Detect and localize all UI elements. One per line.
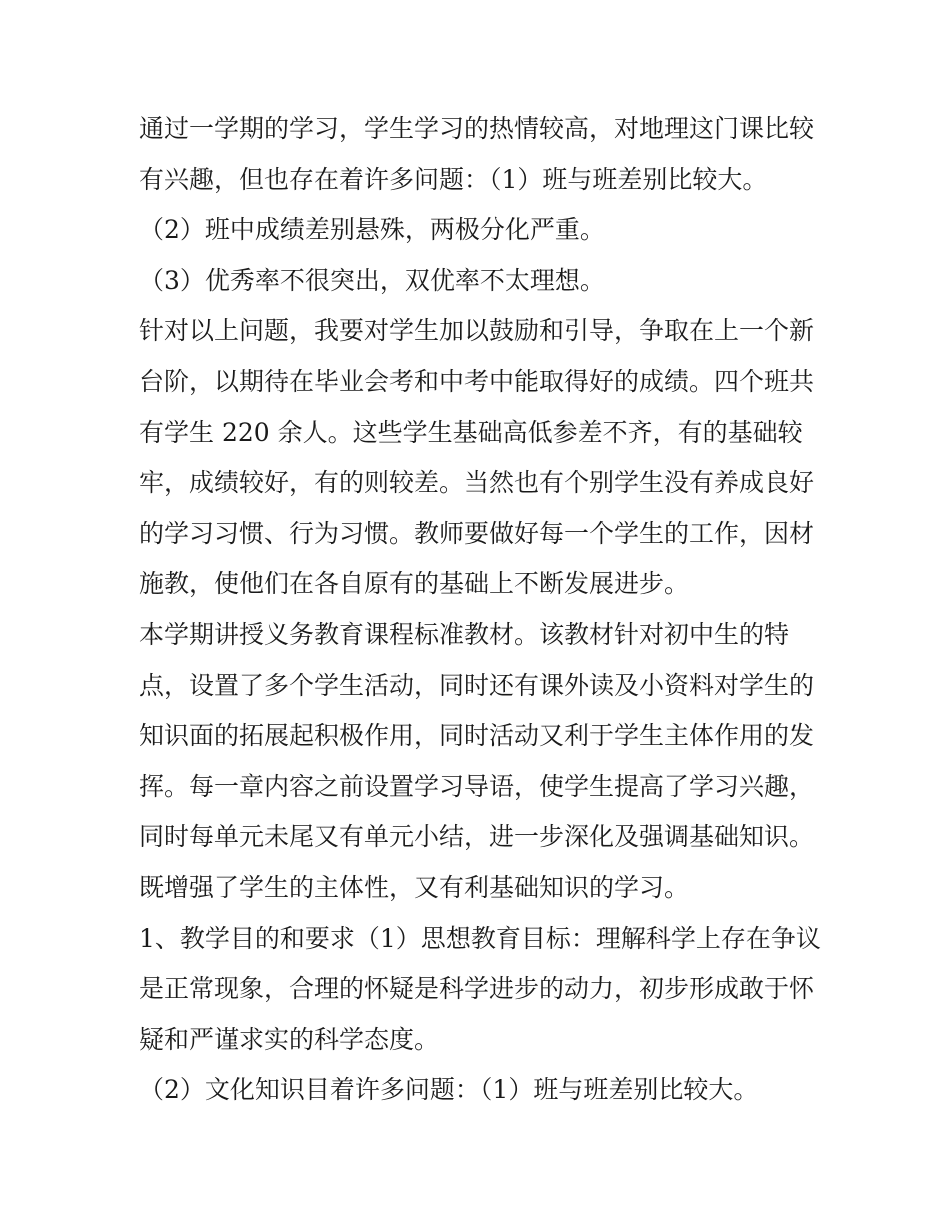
text-line-1: 通过一学期的学习，学生学习的热情较高，对地理这门课比较 xyxy=(139,114,815,143)
text-line-14: 挥。每一章内容之前设置学习导语，使学生提高了学习兴趣， xyxy=(139,771,815,801)
text-line-17: 1、教学目的和要求（1）思想教育目标：理解科学上存在争议 xyxy=(139,923,821,953)
text-line-10: 施教，使他们在各自原有的基础上不断发展进步。 xyxy=(139,569,690,599)
text-line-6: 台阶，以期待在毕业会考和中考中能取得好的成绩。四个班共 xyxy=(139,366,815,396)
text-line-3: （2）班中成绩差别悬殊，两极分化严重。 xyxy=(139,215,605,245)
text-line-16: 既增强了学生的主体性，又有利基础知识的学习。 xyxy=(139,872,690,902)
text-line-19: 疑和严谨求实的科学态度。 xyxy=(139,1024,440,1054)
text-line-4: （3）优秀率不很突出，双优率不太理想。 xyxy=(139,265,605,295)
document-body xyxy=(139,104,819,1116)
text-line-18: 是正常现象，合理的怀疑是科学进步的动力，初步形成敢于怀 xyxy=(139,974,815,1004)
text-line-11: 本学期讲授义务教育课程标准教材。该教材针对初中生的特 xyxy=(139,619,790,649)
text-line-13: 知识面的拓展起积极作用，同时活动又利于学生主体作用的发 xyxy=(139,721,815,751)
text-line-9: 的学习习惯、行为习惯。教师要做好每一个学生的工作，因材 xyxy=(139,518,815,548)
text-line-12: 点，设置了多个学生活动，同时还有课外读及小资料对学生的 xyxy=(139,670,815,700)
text-line-7: 有学生 220 余人。这些学生基础高低参差不齐，有的基础较 xyxy=(139,417,803,447)
text-line-8: 牢，成绩较好，有的则较差。当然也有个别学生没有养成良好 xyxy=(139,468,815,498)
text-line-2: 有兴趣，但也存在着许多问题：（1）班与班差别比较大。 xyxy=(139,164,768,194)
text-line-15: 同时每单元未尾又有单元小结，进一步深化及强调基础知识。 xyxy=(139,822,815,852)
text-line-20: （2）文化知识目着许多问题：（1）班与班差别比较大。 xyxy=(139,1075,759,1105)
text-line-5: 针对以上问题，我要对学生加以鼓励和引导，争取在上一个新 xyxy=(139,316,815,346)
